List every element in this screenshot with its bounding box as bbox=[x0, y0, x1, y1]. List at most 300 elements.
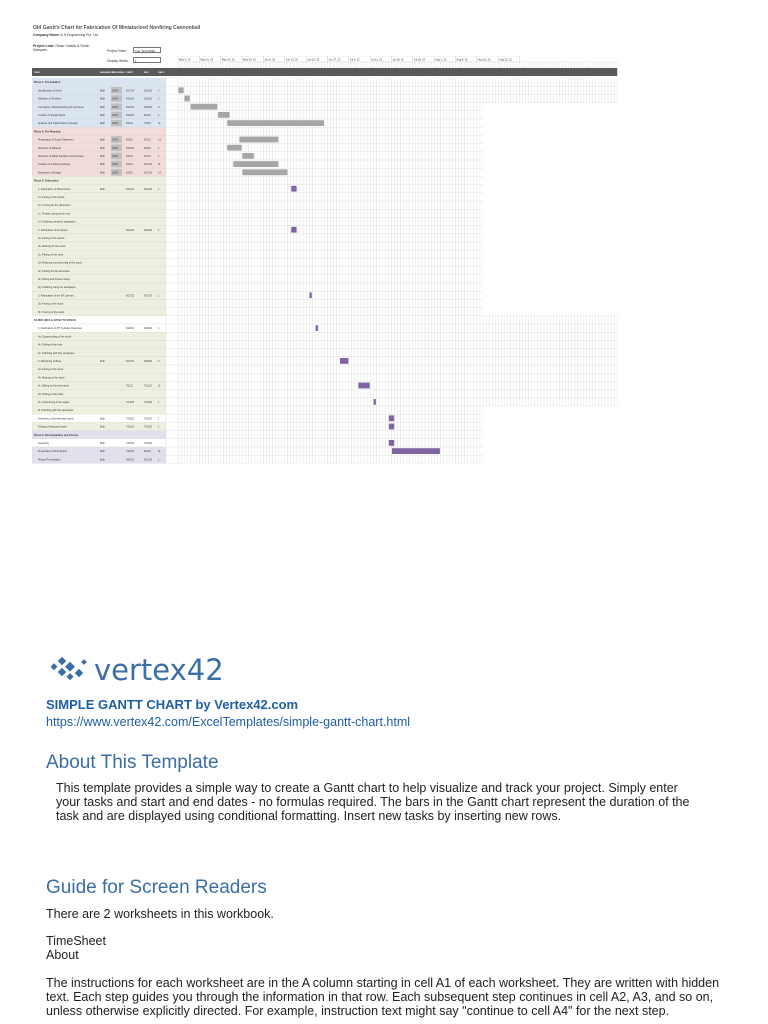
gantt-cell bbox=[288, 258, 291, 266]
gantt-cell bbox=[593, 381, 596, 389]
gantt-cell bbox=[202, 135, 205, 143]
gantt-cell bbox=[233, 135, 236, 143]
gantt-cell bbox=[199, 127, 202, 135]
gantt-cell bbox=[181, 299, 184, 307]
gantt-cell bbox=[407, 185, 410, 193]
gantt-cell bbox=[266, 316, 269, 324]
gantt-cell bbox=[324, 185, 327, 193]
gantt-cell bbox=[416, 283, 419, 291]
day-cell bbox=[578, 62, 581, 67]
gantt-cell bbox=[324, 144, 327, 152]
gantt-cell bbox=[492, 365, 495, 373]
gantt-cell bbox=[282, 185, 285, 193]
gantt-cell bbox=[318, 349, 321, 357]
gantt-cell bbox=[462, 135, 465, 143]
gantt-cell bbox=[331, 308, 334, 316]
gantt-cell bbox=[404, 308, 407, 316]
gantt-cell bbox=[434, 390, 437, 398]
gantt-cell bbox=[227, 103, 230, 111]
gantt-cell bbox=[379, 242, 382, 250]
gantt-cell bbox=[385, 160, 388, 168]
gantt-cell bbox=[431, 119, 434, 127]
gantt-cell bbox=[306, 111, 309, 119]
gantt-cell bbox=[486, 349, 489, 357]
gantt-cell bbox=[614, 357, 617, 365]
display-week-input[interactable]: 1 bbox=[133, 57, 161, 63]
gantt-cell bbox=[279, 275, 282, 283]
gantt-cell bbox=[550, 365, 553, 373]
gantt-cell bbox=[202, 242, 205, 250]
gantt-cell bbox=[379, 258, 382, 266]
gantt-cell bbox=[349, 283, 352, 291]
gantt-cell bbox=[407, 135, 410, 143]
gantt-cell bbox=[297, 398, 300, 406]
gantt-cell bbox=[193, 381, 196, 389]
gantt-cell bbox=[212, 160, 215, 168]
gantt-cell bbox=[303, 365, 306, 373]
gantt-cell bbox=[489, 94, 492, 102]
gantt-cell bbox=[355, 357, 358, 365]
gantt-cell bbox=[202, 201, 205, 209]
day-cell bbox=[291, 62, 294, 67]
gantt-cell bbox=[428, 250, 431, 258]
gantt-cell bbox=[507, 94, 510, 102]
gantt-cell bbox=[294, 94, 297, 102]
gantt-cell bbox=[190, 152, 193, 160]
gantt-cell bbox=[510, 398, 513, 406]
gantt-cell bbox=[318, 275, 321, 283]
gantt-bar[interactable] bbox=[310, 292, 312, 298]
gantt-cell bbox=[410, 217, 413, 225]
gantt-cell bbox=[324, 193, 327, 201]
gantt-bar[interactable] bbox=[239, 137, 278, 143]
gantt-cell bbox=[236, 209, 239, 217]
gantt-cell bbox=[562, 381, 565, 389]
gantt-cell bbox=[199, 316, 202, 324]
gantt-cell bbox=[562, 324, 565, 332]
gantt-cell bbox=[584, 332, 587, 340]
gantt-bar[interactable] bbox=[233, 161, 278, 167]
gantt-cell bbox=[465, 316, 468, 324]
gantt-cell bbox=[413, 398, 416, 406]
gantt-cell bbox=[236, 193, 239, 201]
gantt-cell bbox=[407, 111, 410, 119]
gantt-cell bbox=[327, 316, 330, 324]
gantt-cell bbox=[474, 94, 477, 102]
gantt-cell bbox=[294, 168, 297, 176]
gantt-cell bbox=[291, 94, 294, 102]
gantt-cell bbox=[471, 340, 474, 348]
gantt-cell bbox=[215, 349, 218, 357]
days-cell bbox=[166, 119, 178, 127]
gantt-cell bbox=[398, 135, 401, 143]
gantt-cell bbox=[312, 176, 315, 184]
gantt-cell bbox=[187, 242, 190, 250]
gantt-cell bbox=[239, 103, 242, 111]
gantt-cell bbox=[306, 381, 309, 389]
gantt-cell bbox=[260, 144, 263, 152]
gantt-cell bbox=[218, 103, 221, 111]
gantt-cell bbox=[443, 365, 446, 373]
gantt-cell bbox=[196, 357, 199, 365]
gantt-cell bbox=[608, 349, 611, 357]
gantt-cell bbox=[312, 226, 315, 234]
gantt-cell bbox=[282, 258, 285, 266]
gantt-cell bbox=[507, 78, 510, 86]
gantt-cell bbox=[334, 209, 337, 217]
gantt-cell bbox=[337, 357, 340, 365]
gantt-bar[interactable] bbox=[218, 112, 229, 118]
gantt-cell bbox=[266, 299, 269, 307]
gantt-cell bbox=[388, 398, 391, 406]
gantt-cell bbox=[337, 390, 340, 398]
gantt-cell bbox=[416, 357, 419, 365]
gantt-cell bbox=[575, 94, 578, 102]
gantt-cell bbox=[230, 127, 233, 135]
gantt-cell bbox=[538, 324, 541, 332]
gantt-cell bbox=[456, 250, 459, 258]
gantt-cell bbox=[453, 390, 456, 398]
gantt-cell bbox=[465, 217, 468, 225]
gantt-cell bbox=[440, 365, 443, 373]
gantt-cell bbox=[477, 242, 480, 250]
gantt-cell bbox=[215, 78, 218, 86]
task-name: Creation of Rough Ideas bbox=[38, 114, 66, 117]
gantt-cell bbox=[327, 340, 330, 348]
day-cell bbox=[459, 62, 462, 67]
gantt-cell bbox=[376, 332, 379, 340]
day-cell bbox=[480, 62, 483, 67]
gantt-bar[interactable] bbox=[178, 87, 183, 93]
gantt-cell bbox=[477, 86, 480, 94]
gantt-cell bbox=[376, 226, 379, 234]
gantt-cell bbox=[193, 291, 196, 299]
task-name: 2b. Marking for the stock bbox=[38, 245, 66, 249]
gantt-cell bbox=[449, 316, 452, 324]
gantt-cell bbox=[218, 349, 221, 357]
gantt-cell bbox=[401, 78, 404, 86]
gantt-cell bbox=[196, 340, 199, 348]
gantt-cell bbox=[422, 234, 425, 242]
gantt-cell bbox=[331, 332, 334, 340]
gantt-cell bbox=[343, 152, 346, 160]
gantt-cell bbox=[608, 340, 611, 348]
gantt-cell bbox=[266, 217, 269, 225]
gantt-cell bbox=[306, 250, 309, 258]
gantt-cell bbox=[456, 217, 459, 225]
gantt-cell bbox=[315, 160, 318, 168]
gantt-cell bbox=[202, 365, 205, 373]
gantt-cell bbox=[483, 365, 486, 373]
gantt-cell bbox=[529, 398, 532, 406]
gantt-cell bbox=[218, 86, 221, 94]
gantt-cell bbox=[367, 176, 370, 184]
gantt-cell bbox=[266, 373, 269, 381]
gantt-cell bbox=[388, 258, 391, 266]
gantt-cell bbox=[562, 365, 565, 373]
gantt-cell bbox=[306, 365, 309, 373]
gantt-cell bbox=[477, 119, 480, 127]
gantt-cell bbox=[266, 201, 269, 209]
gantt-cell bbox=[334, 267, 337, 275]
gantt-cell bbox=[568, 324, 571, 332]
gantt-cell bbox=[178, 365, 181, 373]
gantt-cell bbox=[376, 365, 379, 373]
gantt-cell bbox=[401, 324, 404, 332]
gantt-cell bbox=[327, 78, 330, 86]
gantt-cell bbox=[480, 250, 483, 258]
gantt-cell bbox=[248, 234, 251, 242]
gantt-cell bbox=[523, 86, 526, 94]
gantt-cell bbox=[510, 332, 513, 340]
gantt-cell bbox=[205, 299, 208, 307]
gantt-cell bbox=[392, 332, 395, 340]
gantt-cell bbox=[309, 381, 312, 389]
gantt-cell bbox=[434, 185, 437, 193]
gantt-cell bbox=[285, 398, 288, 406]
gantt-bar[interactable] bbox=[316, 325, 318, 331]
day-cell bbox=[288, 62, 291, 67]
gantt-cell bbox=[456, 119, 459, 127]
gantt-cell bbox=[392, 111, 395, 119]
gantt-cell bbox=[178, 299, 181, 307]
gantt-cell bbox=[327, 94, 330, 102]
day-cell bbox=[294, 62, 297, 67]
gantt-cell bbox=[471, 217, 474, 225]
gantt-cell bbox=[358, 86, 361, 94]
gantt-cell bbox=[407, 226, 410, 234]
gantt-cell bbox=[291, 340, 294, 348]
gantt-cell bbox=[294, 283, 297, 291]
gantt-cell bbox=[193, 144, 196, 152]
gantt-cell bbox=[446, 168, 449, 176]
end-date: 6/17/22 bbox=[144, 171, 152, 175]
gantt-cell bbox=[291, 332, 294, 340]
gantt-cell bbox=[449, 267, 452, 275]
gantt-bar[interactable] bbox=[227, 120, 324, 126]
gantt-cell bbox=[291, 283, 294, 291]
gantt-cell bbox=[385, 250, 388, 258]
gantt-cell bbox=[202, 283, 205, 291]
gantt-cell bbox=[367, 398, 370, 406]
column-header: START bbox=[126, 72, 134, 74]
gantt-cell bbox=[312, 94, 315, 102]
gantt-bar[interactable] bbox=[191, 104, 218, 110]
gantt-cell bbox=[556, 381, 559, 389]
gantt-cell bbox=[318, 373, 321, 381]
gantt-cell bbox=[446, 86, 449, 94]
gantt-cell bbox=[388, 119, 391, 127]
gantt-cell bbox=[187, 340, 190, 348]
gantt-cell bbox=[230, 234, 233, 242]
gantt-cell bbox=[578, 365, 581, 373]
gantt-cell bbox=[318, 144, 321, 152]
gantt-cell bbox=[565, 381, 568, 389]
gantt-cell bbox=[212, 340, 215, 348]
gantt-cell bbox=[590, 373, 593, 381]
gantt-cell bbox=[242, 103, 245, 111]
gantt-cell bbox=[239, 332, 242, 340]
gantt-cell bbox=[437, 94, 440, 102]
task-name: 2g. Polishing using the sandpaper bbox=[38, 286, 76, 290]
gantt-bar[interactable] bbox=[242, 169, 287, 175]
gantt-cell bbox=[422, 340, 425, 348]
gantt-cell bbox=[425, 332, 428, 340]
gantt-cell bbox=[480, 275, 483, 283]
gantt-cell bbox=[535, 324, 538, 332]
gantt-cell bbox=[367, 308, 370, 316]
gantt-cell bbox=[184, 201, 187, 209]
gantt-cell bbox=[196, 111, 199, 119]
gantt-cell bbox=[331, 365, 334, 373]
project-start-input[interactable]: Tue, 5/17/2022 bbox=[133, 47, 161, 53]
gantt-cell bbox=[376, 316, 379, 324]
gantt-cell bbox=[373, 381, 376, 389]
gantt-cell bbox=[190, 144, 193, 152]
gantt-cell bbox=[428, 267, 431, 275]
gantt-cell bbox=[236, 176, 239, 184]
gantt-cell bbox=[221, 209, 224, 217]
gantt-bar[interactable] bbox=[242, 153, 253, 159]
gantt-cell bbox=[227, 267, 230, 275]
gantt-cell bbox=[370, 144, 373, 152]
gantt-cell bbox=[529, 357, 532, 365]
gantt-cell bbox=[242, 242, 245, 250]
gantt-cell bbox=[419, 135, 422, 143]
gantt-cell bbox=[178, 78, 181, 86]
gantt-cell bbox=[327, 127, 330, 135]
gantt-cell bbox=[392, 357, 395, 365]
gantt-cell bbox=[294, 308, 297, 316]
gantt-cell bbox=[352, 390, 355, 398]
days-cell bbox=[166, 135, 178, 143]
gantt-cell bbox=[379, 308, 382, 316]
gantt-cell bbox=[504, 324, 507, 332]
day-cell bbox=[413, 62, 416, 67]
gantt-cell bbox=[190, 340, 193, 348]
gantt-cell bbox=[367, 373, 370, 381]
gantt-cell bbox=[291, 357, 294, 365]
gantt-cell bbox=[507, 373, 510, 381]
gantt-cell bbox=[346, 332, 349, 340]
gantt-cell bbox=[477, 226, 480, 234]
gantt-cell bbox=[327, 373, 330, 381]
gantt-cell bbox=[312, 111, 315, 119]
gantt-cell bbox=[334, 201, 337, 209]
gantt-cell bbox=[294, 324, 297, 332]
gantt-bar[interactable] bbox=[291, 227, 296, 233]
gantt-cell bbox=[385, 316, 388, 324]
gantt-cell bbox=[398, 152, 401, 160]
gantt-cell bbox=[453, 357, 456, 365]
gantt-cell bbox=[364, 365, 367, 373]
gantt-cell bbox=[428, 398, 431, 406]
gantt-cell bbox=[257, 299, 260, 307]
gantt-cell bbox=[291, 201, 294, 209]
gantt-cell bbox=[413, 316, 416, 324]
gantt-bar[interactable] bbox=[340, 358, 348, 364]
gantt-cell bbox=[382, 258, 385, 266]
gantt-cell bbox=[376, 349, 379, 357]
gantt-cell bbox=[486, 390, 489, 398]
gantt-cell bbox=[422, 357, 425, 365]
gantt-cell bbox=[425, 185, 428, 193]
gantt-cell bbox=[532, 324, 535, 332]
gantt-cell bbox=[443, 94, 446, 102]
gantt-cell bbox=[315, 316, 318, 324]
gantt-cell bbox=[251, 267, 254, 275]
gantt-cell bbox=[202, 234, 205, 242]
gantt-cell bbox=[242, 127, 245, 135]
gantt-cell bbox=[456, 226, 459, 234]
gantt-cell bbox=[361, 283, 364, 291]
gantt-cell bbox=[404, 119, 407, 127]
gantt-cell bbox=[276, 283, 279, 291]
gantt-cell bbox=[568, 381, 571, 389]
gantt-cell bbox=[291, 308, 294, 316]
gantt-cell bbox=[471, 86, 474, 94]
gantt-bar[interactable] bbox=[227, 145, 241, 151]
gantt-cell bbox=[608, 316, 611, 324]
gantt-cell bbox=[239, 234, 242, 242]
gantt-cell bbox=[254, 127, 257, 135]
gantt-cell bbox=[456, 340, 459, 348]
gantt-cell bbox=[242, 226, 245, 234]
gantt-cell bbox=[343, 398, 346, 406]
day-cell bbox=[376, 62, 379, 67]
gantt-cell bbox=[205, 226, 208, 234]
gantt-cell bbox=[422, 168, 425, 176]
gantt-cell bbox=[340, 340, 343, 348]
gantt-cell bbox=[221, 291, 224, 299]
gantt-cell bbox=[212, 193, 215, 201]
gantt-cell bbox=[193, 78, 196, 86]
gantt-cell bbox=[184, 78, 187, 86]
gantt-cell bbox=[510, 373, 513, 381]
gantt-cell bbox=[327, 250, 330, 258]
gantt-cell bbox=[331, 168, 334, 176]
gantt-cell bbox=[300, 86, 303, 94]
gantt-cell bbox=[401, 86, 404, 94]
gantt-cell bbox=[303, 201, 306, 209]
gantt-cell bbox=[379, 217, 382, 225]
gantt-cell bbox=[340, 193, 343, 201]
gantt-cell bbox=[416, 381, 419, 389]
gantt-cell bbox=[456, 242, 459, 250]
gantt-cell bbox=[218, 185, 221, 193]
gantt-cell bbox=[523, 94, 526, 102]
gantt-cell bbox=[425, 94, 428, 102]
gantt-cell bbox=[306, 168, 309, 176]
gantt-cell bbox=[388, 291, 391, 299]
gantt-cell bbox=[449, 127, 452, 135]
gantt-cell bbox=[392, 201, 395, 209]
assigned-to: Both bbox=[100, 105, 105, 109]
day-cell bbox=[382, 62, 385, 67]
gantt-cell bbox=[398, 209, 401, 217]
gantt-cell bbox=[367, 78, 370, 86]
gantt-cell bbox=[382, 291, 385, 299]
gantt-cell bbox=[273, 283, 276, 291]
gantt-bar[interactable] bbox=[291, 186, 296, 192]
gantt-cell bbox=[340, 258, 343, 266]
gantt-cell bbox=[480, 176, 483, 184]
gantt-cell bbox=[407, 398, 410, 406]
end-date: 6/28/22 bbox=[144, 327, 152, 331]
gantt-cell bbox=[532, 349, 535, 357]
gantt-bar[interactable] bbox=[358, 383, 369, 389]
gantt-bar[interactable] bbox=[185, 96, 190, 102]
